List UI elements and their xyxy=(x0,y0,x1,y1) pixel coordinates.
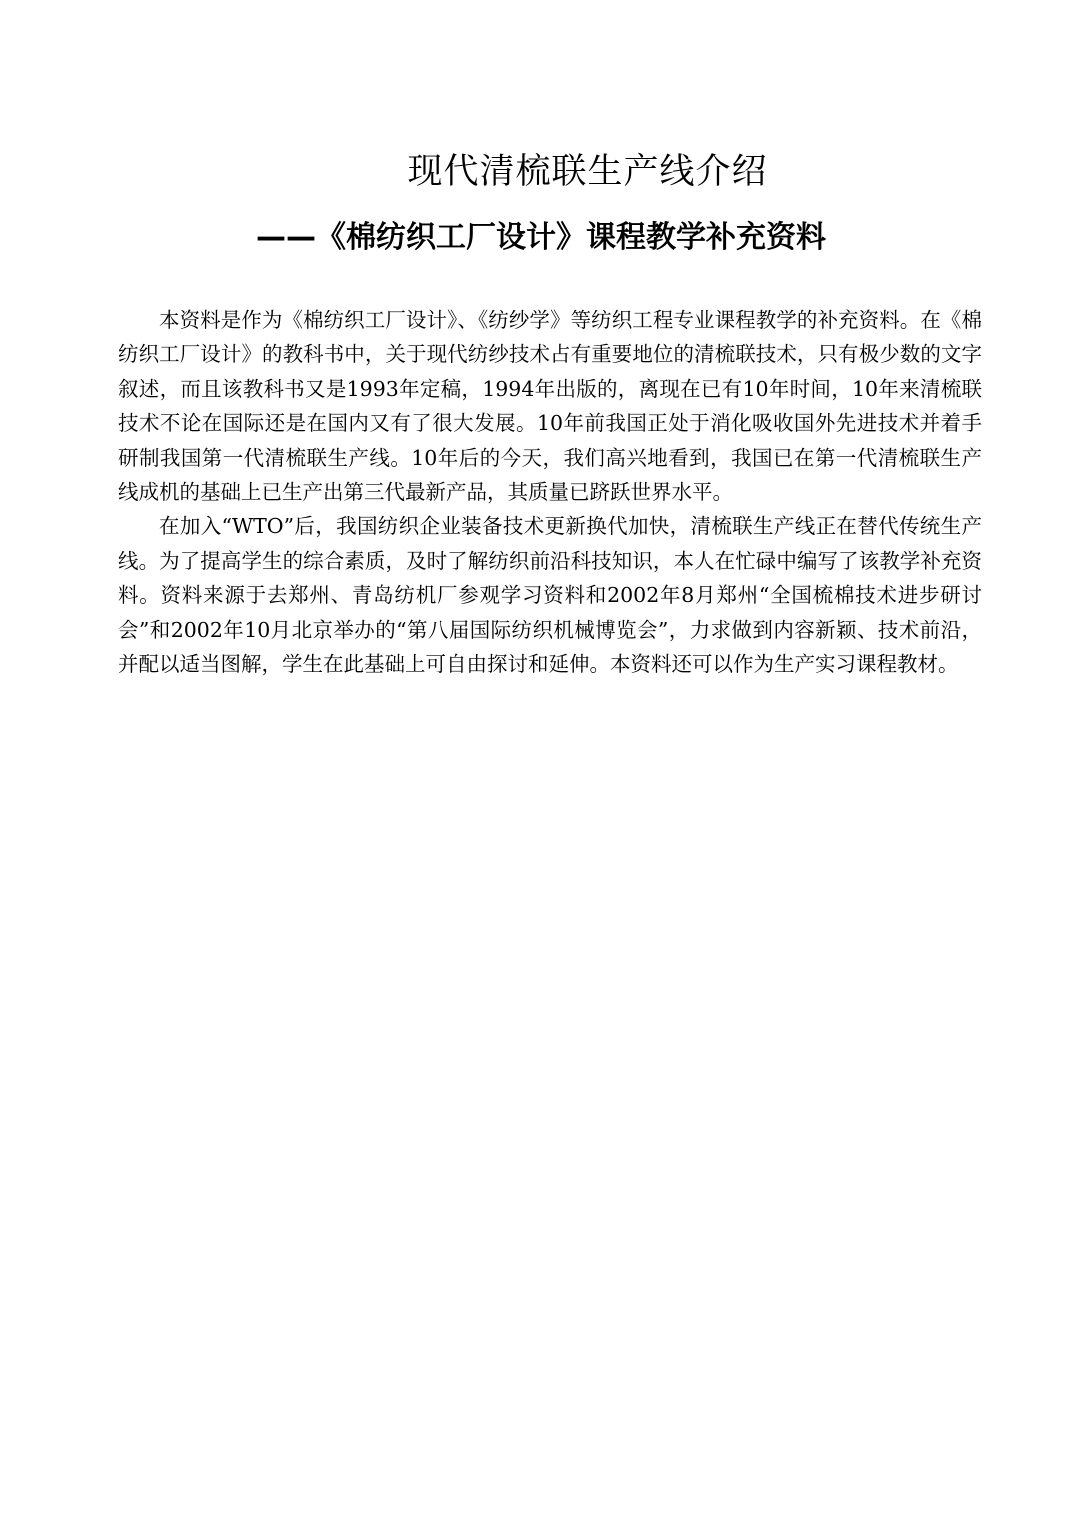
paragraph: 在加入“WTO”后，我国纺织企业装备技术更新换代加快，清梳联生产线正在替代传统生产线。为了提高学生的综合素质，及时了解纺织前沿科技知识，本人在忙碌中编写了该教学补充资料。资料来源于去郑州、青岛纺机厂参观学习资料和2002年8月郑州“全国梳棉技术进步研讨会”和2002年10月北京举办的“第八届国际纺织机械博览会”，力求做到内容新颖、技术前沿，并配以适当图解，学生在此基础上可自由探讨和延伸。本资料还可以作为生产实习课程教材。 xyxy=(118,514,982,677)
document-title: 现代清梳联生产线介绍 xyxy=(407,152,768,192)
document-body xyxy=(118,303,982,681)
document-subtitle: ——《棉纺织工厂设计》课程教学补充资料 xyxy=(256,220,826,255)
paragraph: 本资料是作为《棉纺织工厂设计》、《纺纱学》等纺织工程专业课程教学的补充资料。在《棉纺织工厂设计》的教科书中，关于现代纺纱技术占有重要地位的清梳联技术，只有极少数的文字叙述，而且该教科书又是1993年定稿，1994年出版的，离现在已有10年时间，10年来清梳联技术不论在国际还是在国内又有了很大发展。10年前我国正处于消化吸收国外先进技术并着手研制我国第一代清梳联生产线。10年后的今天，我们高兴地看到，我国已在第一代清梳联生产线成机的基础上已生产出第三代最新产品，其质量已跻跃世界水平。 xyxy=(118,308,982,505)
